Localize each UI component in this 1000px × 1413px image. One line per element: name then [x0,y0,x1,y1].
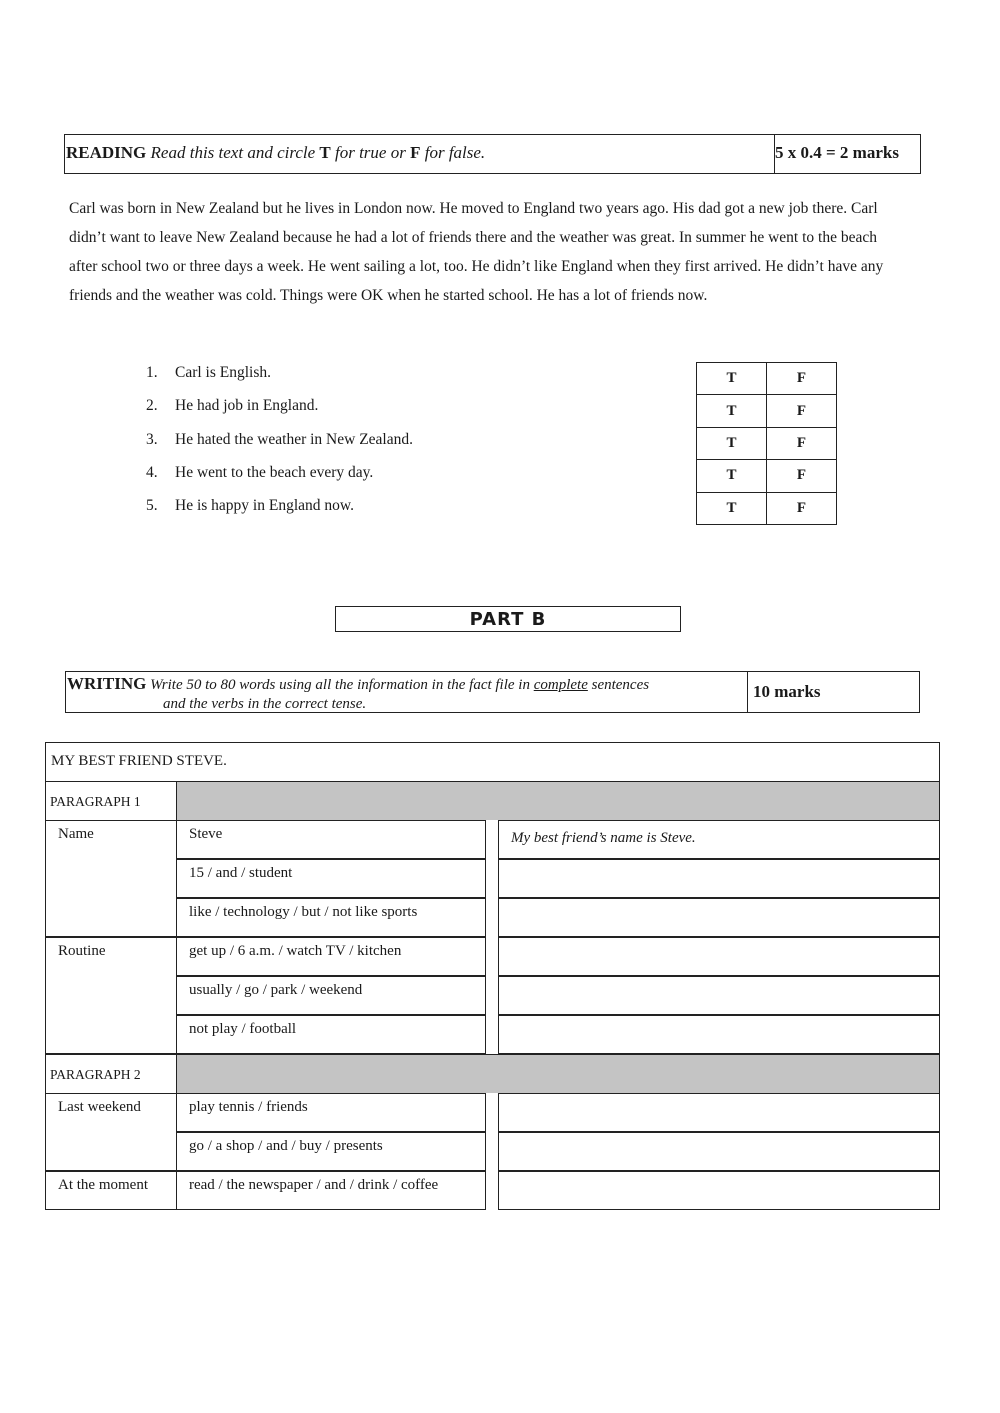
hint-cell: Steve [176,820,486,859]
instruction-part: sentences [591,677,650,693]
question-item [146,393,646,426]
paragraph-1-header [45,781,940,820]
question-number: 3. [146,430,158,448]
question-text: He had job in England. [175,397,319,415]
false-option[interactable]: F [767,460,837,492]
answer-cell[interactable] [498,859,940,898]
question-item [146,427,646,460]
question-text: He hated the weather in New Zealand. [175,430,413,448]
question-text: Carl is English. [175,364,272,381]
tf-row [697,460,837,492]
true-option[interactable]: T [697,363,767,395]
answer-cell[interactable] [498,898,940,937]
paragraph-label: PARAGRAPH 2 [46,1055,177,1093]
true-letter: T [319,143,331,162]
answer-cell[interactable] [498,976,940,1015]
paragraph-2-header [45,1054,940,1093]
instruction-part: for true or [335,143,406,162]
instruction-part: and the verbs in the correct tense. [163,696,367,712]
question-list [146,360,646,526]
false-option[interactable]: F [767,363,837,395]
true-option[interactable]: T [697,492,767,524]
shaded-bar [177,1055,939,1093]
hint-cell: get up / 6 a.m. / watch TV / kitchen [176,937,486,976]
reading-passage: Carl was born in New Zealand but he lives in London now. He moved to England two years ago. His dad got a new job there. Carl didn’t want to leave New Zealand because he had a lot of friends there and the weather was great. In summer he went to the beach after school two or three days a week. He went sailing a lot, too. He didn’t like England when they first arrived. He didn’t have any friends and the weather was cold. Things were OK when he started school. He has a lot of friends now. [69,200,884,304]
hint-cell: 15 / and / student [176,859,486,898]
question-number: 2. [146,397,158,415]
category-last-weekend: Last weekend [45,1093,176,1171]
false-option[interactable]: F [767,492,837,524]
question-number: 4. [146,463,158,481]
answer-cell[interactable] [498,1171,940,1210]
writing-heading: WRITING [67,674,147,693]
fact-file-title: MY BEST FRIEND STEVE. [45,742,940,781]
question-number: 1. [146,364,158,381]
hint-cell: read / the newspaper / and / drink / coffee [176,1171,486,1210]
instruction-part: for false. [424,143,486,162]
hint-cell: like / technology / but / not like sports [176,898,486,937]
reading-marks: 5 x 0.4 = 2 marks [774,135,920,173]
tf-row [697,395,837,427]
paragraph-label: PARAGRAPH 1 [46,782,177,820]
part-b-heading: PART B [335,606,681,632]
hint-cell: go / a shop / and / buy / presents [176,1132,486,1171]
example-answer: My best friend’s name is Steve. [498,820,940,859]
category-name: Name [45,820,176,937]
question-item [146,493,646,526]
true-false-table [696,362,837,525]
tf-row [697,492,837,524]
hint-cell: not play / football [176,1015,486,1054]
question-text: He is happy in England now. [175,497,354,515]
question-number: 5. [146,497,158,515]
tf-row [697,363,837,395]
answer-cell[interactable] [498,937,940,976]
question-item [146,460,646,493]
true-option[interactable]: T [697,427,767,459]
fact-file [45,742,940,1210]
writing-marks: 10 marks [747,672,919,712]
instruction-underlined: complete [533,677,588,693]
reading-instruction [65,135,774,173]
writing-header-box [65,671,920,713]
true-option[interactable]: T [697,395,767,427]
instruction-part: Write 50 to 80 words using all the information in the fact file in [150,677,530,693]
hint-cell: play tennis / friends [176,1093,486,1132]
paragraph-1-grid [45,820,940,1054]
reading-heading: READING [66,143,147,162]
reading-header-box [64,134,921,174]
paragraph-2-grid [45,1093,940,1210]
hint-cell: usually / go / park / weekend [176,976,486,1015]
question-item [146,360,646,393]
true-option[interactable]: T [697,460,767,492]
answer-cell[interactable] [498,1093,940,1132]
false-option[interactable]: F [767,427,837,459]
category-routine: Routine [45,937,176,1054]
instruction-part: Read this text and circle [150,143,316,162]
writing-instruction [66,672,747,712]
answer-cell[interactable] [498,1132,940,1171]
tf-row [697,427,837,459]
question-text: He went to the beach every day. [175,463,374,481]
answer-cell[interactable] [498,1015,940,1054]
category-at-the-moment: At the moment [45,1171,176,1210]
shaded-bar [177,782,939,820]
false-option[interactable]: F [767,395,837,427]
false-letter: F [410,143,421,162]
